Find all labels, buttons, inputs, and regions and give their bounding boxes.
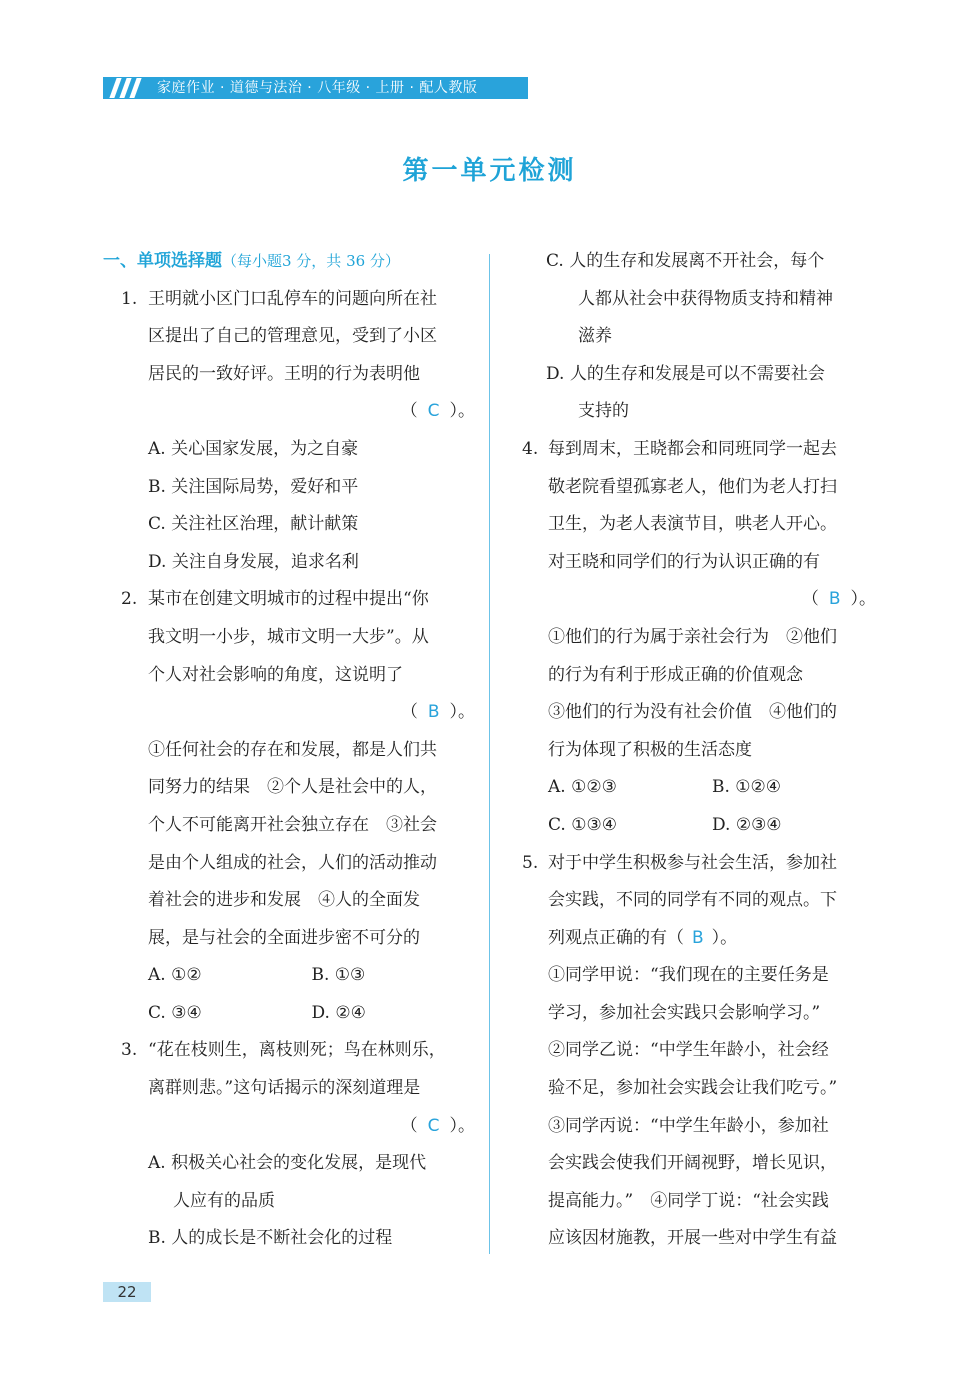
options-row <box>522 807 876 845</box>
options-row <box>103 957 475 995</box>
page-title: 第一单元检测 <box>402 156 577 186</box>
option: B. 关注国际局势，爱好和平 <box>148 476 359 497</box>
option: B. 人的成长是不断社会化的过程 <box>148 1228 393 1249</box>
question-number: 3. <box>121 1040 138 1061</box>
option: D. 人的生存和发展是可以不需要社会 <box>546 363 825 384</box>
answer-blank: （ C ）。 <box>400 1115 475 1136</box>
question-2: 2. 某市在创建文明城市的过程中提出“你 我文明一小步，城市文明一大步”。从 个人对社会影响的角度，这说明了 （ B ）。 ①任何社会的存在和发展，都是人们共 同努力的结果 ②个人是社会中的人， 个人不可能离开社会独立存在 ③社会 是由个人组成的社会，人们的活动推动 着社会的进步和发展 ④人的全面发 展，是与社会的全面进步密不可分的 A. ①② B. ①③ C. ③④ D. ②④ <box>103 581 475 1032</box>
option: D. ②④ <box>311 1002 366 1023</box>
question-3: 3. “花在枝则生，离枝则死；鸟在林则乐， 离群则悲。”这句话揭示的深刻道理是 （ C ）。 A. 积极关心社会的变化发展，是现代 人应有的品质 B. 人的成长是不断社会化的过程 <box>103 1032 475 1258</box>
question-1: 1. 王明就小区门口乱停车的问题向所在社 区提出了自己的管理意见，受到了小区 居民的一致好评。王明的行为表明他 （ C ）。 A. 关心国家发展，为之自豪 B. 关注国际局势，爱好和平 C. 关注社区治理，献计献策 D. 关注自身发展，追求名利 <box>103 281 475 582</box>
answer-mark: B <box>427 702 440 723</box>
question-3-continued: C. 人的生存和发展离不开社会，每个 人都从社会中获得物质支持和精神 滋养 D. 人的生存和发展是可以不需要社会 支持的 <box>522 243 876 431</box>
answer-blank: （ B ）。 <box>801 589 876 610</box>
question-number: 5. <box>522 852 539 873</box>
option: A. ①② <box>148 965 202 986</box>
section-heading: 一、单项选择题（每小题3 分，共 36 分） <box>103 251 400 271</box>
column-divider <box>489 254 490 1254</box>
options-row <box>103 995 475 1033</box>
question-number: 2. <box>121 589 138 610</box>
option: C. 人的生存和发展离不开社会，每个 <box>546 251 825 271</box>
page-number: 22 <box>103 1282 151 1302</box>
option: B. ①③ <box>311 965 366 986</box>
question-4: 4. 每到周末，王晓都会和同班同学一起去 敬老院看望孤寡老人，他们为老人打扫 卫生，为老人表演节目，哄老人开心。 对王晓和同学们的行为认识正确的有 （ B ）。 ①他们的行为属于亲社会行为 ②他们 的行为有利于形成正确的价值观念 ③他们的行为没有社会价值 ④他们的 行为体现了积极的生活态度 A. ①②③ B. ①②④ C. ①③④ D. ②③④ <box>522 431 876 845</box>
option: D. 关注自身发展，追求名利 <box>148 551 359 572</box>
question-number: 4. <box>522 438 539 459</box>
answer-mark: C <box>427 401 440 422</box>
option: C. ①③④ <box>548 814 617 835</box>
banner-slash-icon <box>109 77 149 99</box>
option: C. 关注社区治理，献计献策 <box>148 514 359 535</box>
option: A. 积极关心社会的变化发展，是现代 <box>148 1153 427 1174</box>
option: C. ③④ <box>148 1002 202 1023</box>
answer-mark: B <box>692 927 704 948</box>
option: B. ①②④ <box>712 777 782 798</box>
answer-blank: （ B ）。 <box>400 702 475 723</box>
answer-blank: （ C ）。 <box>400 401 475 422</box>
left-column <box>103 243 475 1258</box>
question-5: 5. 对于中学生积极参与社会生活，参加社 会实践，不同的同学有不同的观点。下 列观点正确的有（ B ）。 ①同学甲说：“我们现在的主要任务是 学习，参加社会实践只会影响学习。” ②同学乙说：“中学生年龄小，社会经 验不足，参加社会实践会让我们吃亏。” ③同学丙说：“中学生年龄小，参加社 会实践会使我们开阔视野，增长见识， 提高能力。” ④同学丁说：“社会实践 应该因材施教，开展一些对中学生有益 <box>522 845 876 1259</box>
option: D. ②③④ <box>712 814 782 835</box>
question-number: 1. <box>121 288 138 309</box>
banner-text: 家庭作业 · 道德与法治 · 八年级 · 上册 · 配人教版 <box>157 80 478 96</box>
right-column <box>522 243 876 1258</box>
option: A. ①②③ <box>548 777 617 798</box>
options-row <box>522 769 876 807</box>
answer-mark: C <box>427 1115 440 1136</box>
answer-blank: 列观点正确的有（ B ）。 <box>548 927 738 948</box>
option: A. 关心国家发展，为之自豪 <box>148 438 359 459</box>
answer-mark: B <box>828 589 841 610</box>
header-banner <box>103 77 528 99</box>
